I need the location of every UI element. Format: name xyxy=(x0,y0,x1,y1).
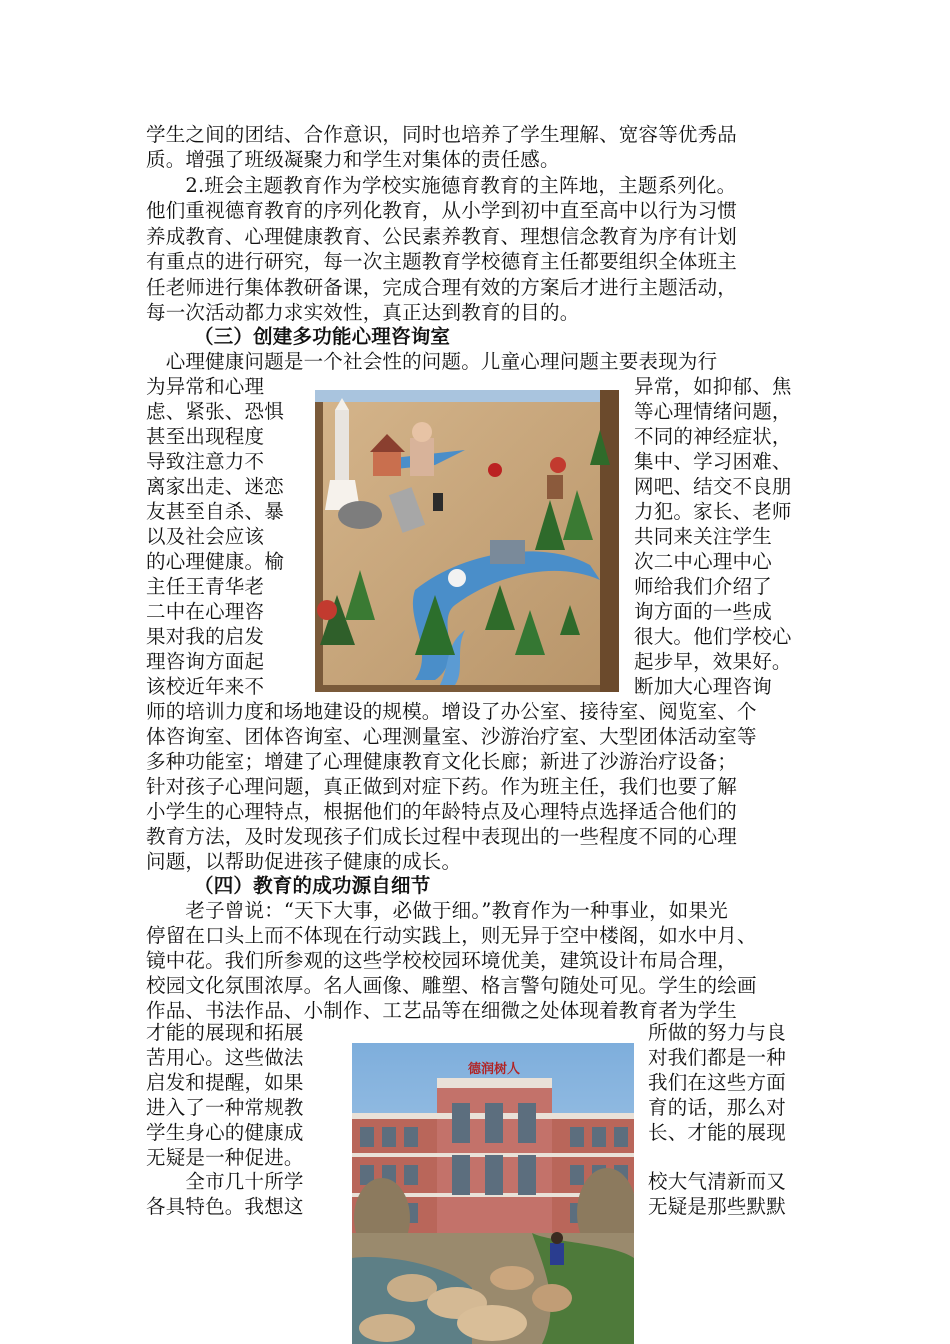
text-line-left: 启发和提醒，如果 xyxy=(146,1071,304,1094)
text-line: 他们重视德育教育的序列化教育，从小学到初中直至高中以行为习惯 xyxy=(146,199,738,222)
text-line: 有重点的进行研究，每一次主题教育学校德育主任都要组织全体班主 xyxy=(146,250,738,273)
text-line-right: 育的话，那么对 xyxy=(648,1096,786,1119)
text-line-right: 起步早，效果好。 xyxy=(634,650,792,673)
text-line-left: 离家出走、迷恋 xyxy=(146,475,284,498)
campus-photo xyxy=(352,1043,634,1344)
text-line-right: 力犯。家长、老师 xyxy=(634,500,792,523)
text-line-left: 以及社会应该 xyxy=(146,525,265,548)
school-building-illustration xyxy=(352,1043,634,1344)
text-line: 作品、书法作品、小制作、工艺品等在细微之处体现着教育者为学生 xyxy=(146,999,738,1022)
text-line-right: 所做的努力与良 xyxy=(648,1021,786,1044)
text-line: 师的培训力度和场地建设的规模。增设了办公室、接待室、阅览室、个 xyxy=(146,700,757,723)
text-line-right: 次二中心理中心 xyxy=(634,550,772,573)
text-line-right: 校大气清新而又 xyxy=(648,1170,786,1193)
text-line-left: 导致注意力不 xyxy=(146,450,265,473)
text-line: 2.班会主题教育作为学校实施德育教育的主阵地，主题系列化。 xyxy=(146,174,737,197)
text-line: 多种功能室；增建了心理健康教育文化长廊；新进了沙游治疗设备； xyxy=(146,750,738,773)
text-line: 小学生的心理特点，根据他们的年龄特点及心理特点选择适合他们的 xyxy=(146,800,738,823)
text-line-right: 共同来关注学生 xyxy=(634,525,772,548)
text-line-left: 果对我的启发 xyxy=(146,625,265,648)
text-line-right: 很大。他们学校心 xyxy=(634,625,792,648)
text-line-left: 才能的展现和拓展 xyxy=(146,1021,304,1044)
text-line-left: 苦用心。这些做法 xyxy=(146,1046,304,1069)
text-line-right: 无疑是那些默默 xyxy=(648,1195,786,1218)
text-line: 问题，以帮助促进孩子健康的成长。 xyxy=(146,850,462,873)
text-line-right: 网吧、结交不良朋 xyxy=(634,475,792,498)
text-line-left: 友甚至自杀、暴 xyxy=(146,500,284,523)
text-line-right: 等心理情绪问题， xyxy=(634,400,792,423)
section-heading: （四）教育的成功源自细节 xyxy=(194,874,431,897)
text-line: 任老师进行集体教研备课，完成合理有效的方案后才进行主题活动， xyxy=(146,276,738,299)
text-line: 学生之间的团结、合作意识，同时也培养了学生理解、宽容等优秀品 xyxy=(146,123,738,146)
text-line-left: 甚至出现程度 xyxy=(146,425,265,448)
text-line-right: 异常，如抑郁、焦 xyxy=(634,375,792,398)
text-line: 停留在口头上而不体现在行动实践上，则无异于空中楼阁，如水中月、 xyxy=(146,924,757,947)
text-line-right: 集中、学习困难、 xyxy=(634,450,792,473)
text-line-left: 该校近年来不 xyxy=(146,675,265,698)
text-line-left: 虑、紧张、恐惧 xyxy=(146,400,284,423)
text-line-left: 无疑是一种促进。 xyxy=(146,1146,304,1169)
text-line: 质。增强了班级凝聚力和学生对集体的责任感。 xyxy=(146,148,560,171)
text-line-left: 主任王青华老 xyxy=(146,575,265,598)
text-line-left: 全市几十所学 xyxy=(146,1170,304,1193)
building-sign: 德润树人 xyxy=(467,1062,521,1077)
text-line-left: 进入了一种常规教 xyxy=(146,1096,304,1119)
sand-tray-photo xyxy=(315,390,619,692)
text-line-right: 不同的神经症状， xyxy=(634,425,792,448)
text-line: 养成教育、心理健康教育、公民素养教育、理想信念教育为序有计划 xyxy=(146,225,738,248)
text-line: 针对孩子心理问题，真正做到对症下药。作为班主任，我们也要了解 xyxy=(146,775,738,798)
text-line-right: 对我们都是一种 xyxy=(648,1046,786,1069)
text-line-right: 师给我们介绍了 xyxy=(634,575,772,598)
text-line-right: 询方面的一些成 xyxy=(634,600,772,623)
text-line: 镜中花。我们所参观的这些学校校园环境优美，建筑设计布局合理， xyxy=(146,949,738,972)
text-line-left: 理咨询方面起 xyxy=(146,650,265,673)
text-line: 老子曾说：“天下大事，必做于细。”教育作为一种事业，如果光 xyxy=(146,899,728,922)
text-line-left: 学生身心的健康成 xyxy=(146,1121,304,1144)
text-line: 校园文化氛围浓厚。名人画像、雕塑、格言警句随处可见。学生的绘画 xyxy=(146,974,757,997)
text-line-right: 长、才能的展现 xyxy=(648,1121,786,1144)
text-line-left: 各具特色。我想这 xyxy=(146,1195,304,1218)
text-line: 心理健康问题是一个社会性的问题。儿童心理问题主要表现为行 xyxy=(146,350,718,373)
section-heading: （三）创建多功能心理咨询室 xyxy=(194,325,451,348)
text-line: 体咨询室、团体咨询室、心理测量室、沙游治疗室、大型团体活动室等 xyxy=(146,725,757,748)
text-line-right: 我们在这些方面 xyxy=(648,1071,786,1094)
text-line-left: 的心理健康。榆 xyxy=(146,550,284,573)
text-line: 每一次活动都力求实效性，真正达到教育的目的。 xyxy=(146,301,580,324)
text-line-left: 二中在心理咨 xyxy=(146,600,265,623)
sand-tray-illustration xyxy=(315,390,619,692)
text-line-left: 为异常和心理 xyxy=(146,375,265,398)
text-line: 教育方法，及时发现孩子们成长过程中表现出的一些程度不同的心理 xyxy=(146,825,738,848)
text-line-right: 断加大心理咨询 xyxy=(634,675,772,698)
